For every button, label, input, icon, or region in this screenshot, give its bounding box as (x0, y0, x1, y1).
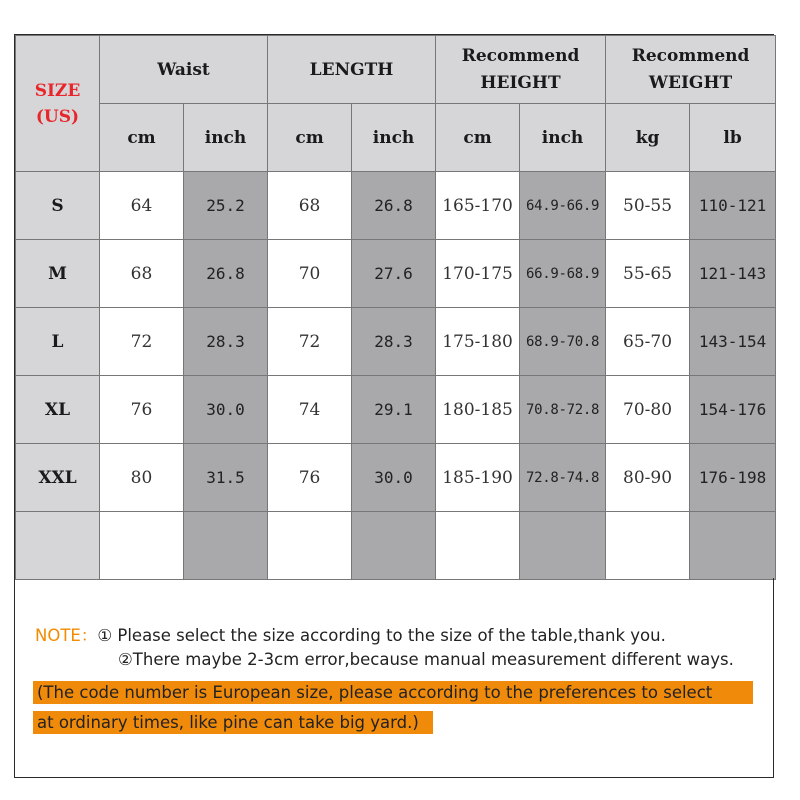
table-cell: 176-198 (690, 444, 776, 512)
header-row-main (16, 36, 776, 104)
table-cell (352, 512, 436, 580)
table-row (16, 308, 776, 376)
table-cell (268, 512, 352, 580)
height-header-line1: Recommend (461, 45, 580, 66)
table-cell: 180-185 (436, 376, 520, 444)
size-label: XL (16, 376, 100, 444)
size-label: XXL (16, 444, 100, 512)
table-cell: 28.3 (352, 308, 436, 376)
table-cell (690, 512, 776, 580)
size-label: M (16, 240, 100, 308)
table-cell: 30.0 (184, 376, 268, 444)
unit-header: inch (352, 104, 436, 172)
unit-header: cm (436, 104, 520, 172)
table-cell: 68 (100, 240, 184, 308)
table-cell: 70 (268, 240, 352, 308)
height-header (436, 36, 606, 104)
note-line-2: ②There maybe 2-3cm error,because manual measurement different ways. (118, 650, 734, 669)
table-cell: 175-180 (436, 308, 520, 376)
note-text-1: ① Please select the size according to the size of the table,thank you. (97, 626, 666, 645)
size-table (15, 35, 776, 580)
table-cell: 28.3 (184, 308, 268, 376)
table-cell: 72 (100, 308, 184, 376)
table-row-empty (16, 512, 776, 580)
table-cell (100, 512, 184, 580)
weight-header-line1: Recommend (631, 45, 750, 66)
table-cell: 76 (268, 444, 352, 512)
highlight-note-1: (The code number is European size, please according to the preferences to select (33, 681, 753, 704)
table-cell: 26.8 (184, 240, 268, 308)
table-cell: 55-65 (606, 240, 690, 308)
table-cell: 121-143 (690, 240, 776, 308)
table-cell: 66.9-68.9 (520, 240, 606, 308)
table-row (16, 376, 776, 444)
table-row (16, 240, 776, 308)
waist-header: Waist (100, 36, 268, 104)
note-label: NOTE： (35, 626, 98, 645)
table-cell: 25.2 (184, 172, 268, 240)
table-cell: 68.9-70.8 (520, 308, 606, 376)
table-cell: 165-170 (436, 172, 520, 240)
unit-header: inch (184, 104, 268, 172)
length-header: LENGTH (268, 36, 436, 104)
table-cell: 143-154 (690, 308, 776, 376)
unit-header: cm (100, 104, 184, 172)
table-cell: 64 (100, 172, 184, 240)
table-cell: 31.5 (184, 444, 268, 512)
table-cell: 80-90 (606, 444, 690, 512)
highlight-note-2: at ordinary times, like pine can take big yard.) (33, 711, 433, 734)
table-cell: 65-70 (606, 308, 690, 376)
table-cell: 110-121 (690, 172, 776, 240)
note-line-1 (35, 622, 666, 646)
table-cell: 68 (268, 172, 352, 240)
size-column-header (16, 36, 100, 172)
weight-header (606, 36, 776, 104)
size-label: L (16, 308, 100, 376)
weight-header-line2: WEIGHT (648, 72, 733, 93)
unit-header: cm (268, 104, 352, 172)
table-cell: 185-190 (436, 444, 520, 512)
table-cell: 27.6 (352, 240, 436, 308)
table-cell: 80 (100, 444, 184, 512)
table-cell: 26.8 (352, 172, 436, 240)
notes-panel (14, 578, 774, 778)
table-cell: 154-176 (690, 376, 776, 444)
table-cell (520, 512, 606, 580)
table-cell: 170-175 (436, 240, 520, 308)
table-cell: 70-80 (606, 376, 690, 444)
table-cell: 64.9-66.9 (520, 172, 606, 240)
table-cell: 30.0 (352, 444, 436, 512)
size-label: S (16, 172, 100, 240)
size-header-label: SIZE (34, 80, 81, 101)
table-cell (436, 512, 520, 580)
table-cell (606, 512, 690, 580)
unit-header: lb (690, 104, 776, 172)
size-header-unit: (US) (35, 106, 80, 127)
table-cell: 29.1 (352, 376, 436, 444)
table-cell: 50-55 (606, 172, 690, 240)
table-cell: 72 (268, 308, 352, 376)
table-cell: 76 (100, 376, 184, 444)
size-label (16, 512, 100, 580)
size-chart (14, 34, 774, 578)
height-header-line2: HEIGHT (480, 72, 561, 93)
table-cell: 70.8-72.8 (520, 376, 606, 444)
unit-header: inch (520, 104, 606, 172)
table-row (16, 172, 776, 240)
table-cell: 74 (268, 376, 352, 444)
table-row (16, 444, 776, 512)
table-cell (184, 512, 268, 580)
header-row-units (16, 104, 776, 172)
table-cell: 72.8-74.8 (520, 444, 606, 512)
unit-header: kg (606, 104, 690, 172)
